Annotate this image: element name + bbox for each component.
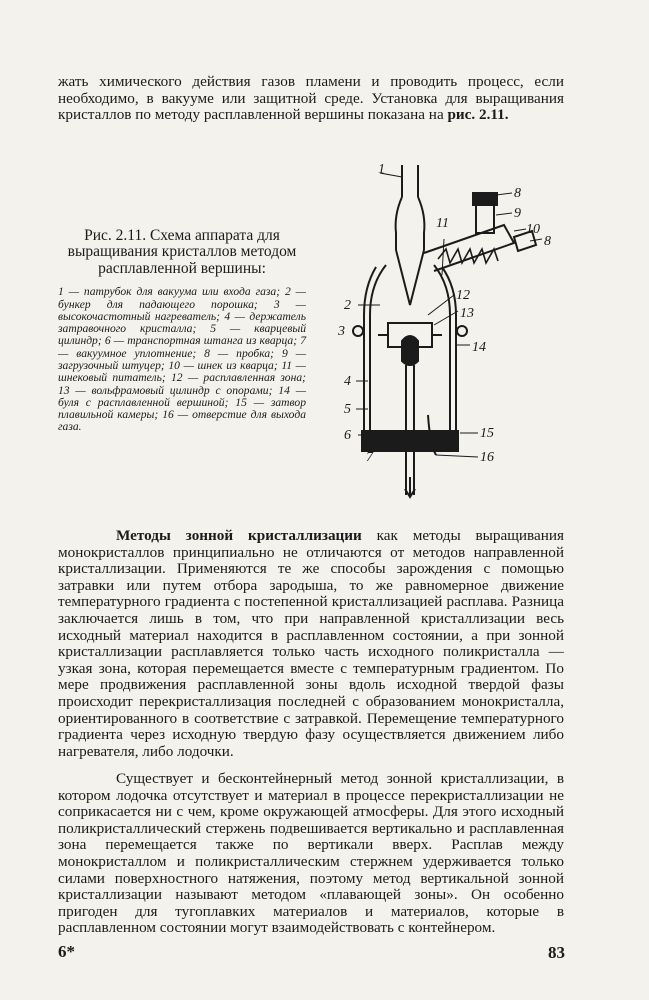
heater-coil-left bbox=[353, 326, 363, 336]
caption-title: Рис. 2.11. Схема аппарата для выращивания кристаллов методом расплавленной вершины: bbox=[67, 227, 297, 277]
paragraph-lead: Методы зонной кристаллизации bbox=[116, 527, 362, 544]
label-11: 11 bbox=[436, 216, 449, 231]
caption-legend: 1 — патрубок для вакуума или входа газа; 2 — бункер для падающего порошка; 3 — высокочастотный нагреватель; 4 — держатель затравочного кристалла; 5 — кварцевый цилиндр; 6 — транспортная штанга из кварца; 7 — вакуумное уплотнение; 8 — пробка; 9 — загрузочный штуцер; 10 — шнек из кварца; 11 — шнековый питатель; 12 — расплавленная зона; 13 — вольфрамовый цилиндр с опорами; 14 — буля с расплавленной вершиной; 15 — затвор плавильной камеры; 16 — отверстие для выхода газа. bbox=[58, 285, 306, 434]
apparatus-diagram bbox=[318, 155, 578, 510]
label-2: 2 bbox=[344, 298, 351, 313]
label-15: 15 bbox=[480, 426, 494, 441]
label-5: 5 bbox=[344, 402, 351, 417]
vacuum-inlet-pipe bbox=[402, 165, 418, 197]
label-3: 3 bbox=[338, 324, 345, 339]
paragraph-body: как методы выращивания монокристаллов принципиально не отличаются от методов направленной кристаллизации. Применяются те же способы зарождения с помощью затравки или путем отбора зародыша, то же равномерное движение температурного градиента с постепенной кристаллизацией расплава. Разница заключается лишь в том, что при направленной кристаллизации весь исходный материал находится в расплавленном состоянии, а при зонной кристаллизации расплавляется только часть исходного поликристалла — узкая зона, которая перемещается вместе с температурным градиентом. По мере продвижения расплавленной зоны вдоль исходной твердой фазы происходит перекристаллизация последней с образованием монокристалла, ориентированного в соответствие с затравкой. Перемещение температурного градиента через исходную твердую фазу осуществляется движением либо нагревателя, либо лодочки. bbox=[58, 527, 564, 760]
label-10: 10 bbox=[526, 222, 540, 237]
label-4: 4 bbox=[344, 374, 351, 389]
funnel-walls bbox=[396, 197, 425, 250]
figure-caption bbox=[58, 228, 306, 434]
label-7: 7 bbox=[366, 450, 373, 465]
label-14: 14 bbox=[472, 340, 486, 355]
heater-coil-right bbox=[457, 326, 467, 336]
figure-reference: рис. 2.11. bbox=[447, 106, 509, 124]
intro-paragraph bbox=[58, 74, 564, 124]
intro-text: жать химического действия газов пламени и проводить процесс, если необходимо, в вакууме или защитной среде. Установка для выращивания кристаллов по методу расплавленной вершины показана на bbox=[58, 73, 564, 124]
label-12: 12 bbox=[456, 288, 470, 303]
label-8-side: 8 bbox=[544, 234, 551, 249]
top-plug bbox=[473, 193, 497, 205]
label-16: 16 bbox=[480, 450, 494, 465]
screw-feeder-tube bbox=[424, 225, 514, 271]
page-number: 83 bbox=[548, 943, 565, 962]
label-6: 6 bbox=[344, 428, 351, 443]
label-13: 13 bbox=[460, 306, 474, 321]
label-1: 1 bbox=[378, 162, 385, 177]
floating-zone-paragraph bbox=[58, 771, 564, 937]
apparatus-drawing bbox=[318, 155, 578, 510]
paragraph-body: Существует и бесконтейнерный метод зонной кристаллизации, в котором лодочка отсутствует и материал в процессе перекристаллизации не соприкасается ни с чем, кроме окружающей атмосферы. Для этого исходный поликристаллический стержень подвешивается вертикально и расплавленная зона перемещается также по вертикали вверх. Расплав между монокристаллом и поликристаллическим стержнем удерживается только силами поверхностного натяжения, поэтому метод вертикальной зонной кристаллизации называют методом «плавающей зоны». Он особенно пригоден для тугоплавких материалов и материалов, которые в расплавленном состоянии могут взаимодействовать с контейнером. bbox=[58, 770, 564, 937]
powder-hopper bbox=[396, 250, 424, 305]
label-8-top: 8 bbox=[514, 186, 521, 201]
boule bbox=[402, 336, 418, 365]
signature-mark: 6* bbox=[58, 942, 75, 961]
label-9: 9 bbox=[514, 206, 521, 221]
zone-crystallization-paragraph bbox=[58, 528, 564, 760]
chamber-seal bbox=[362, 431, 458, 451]
